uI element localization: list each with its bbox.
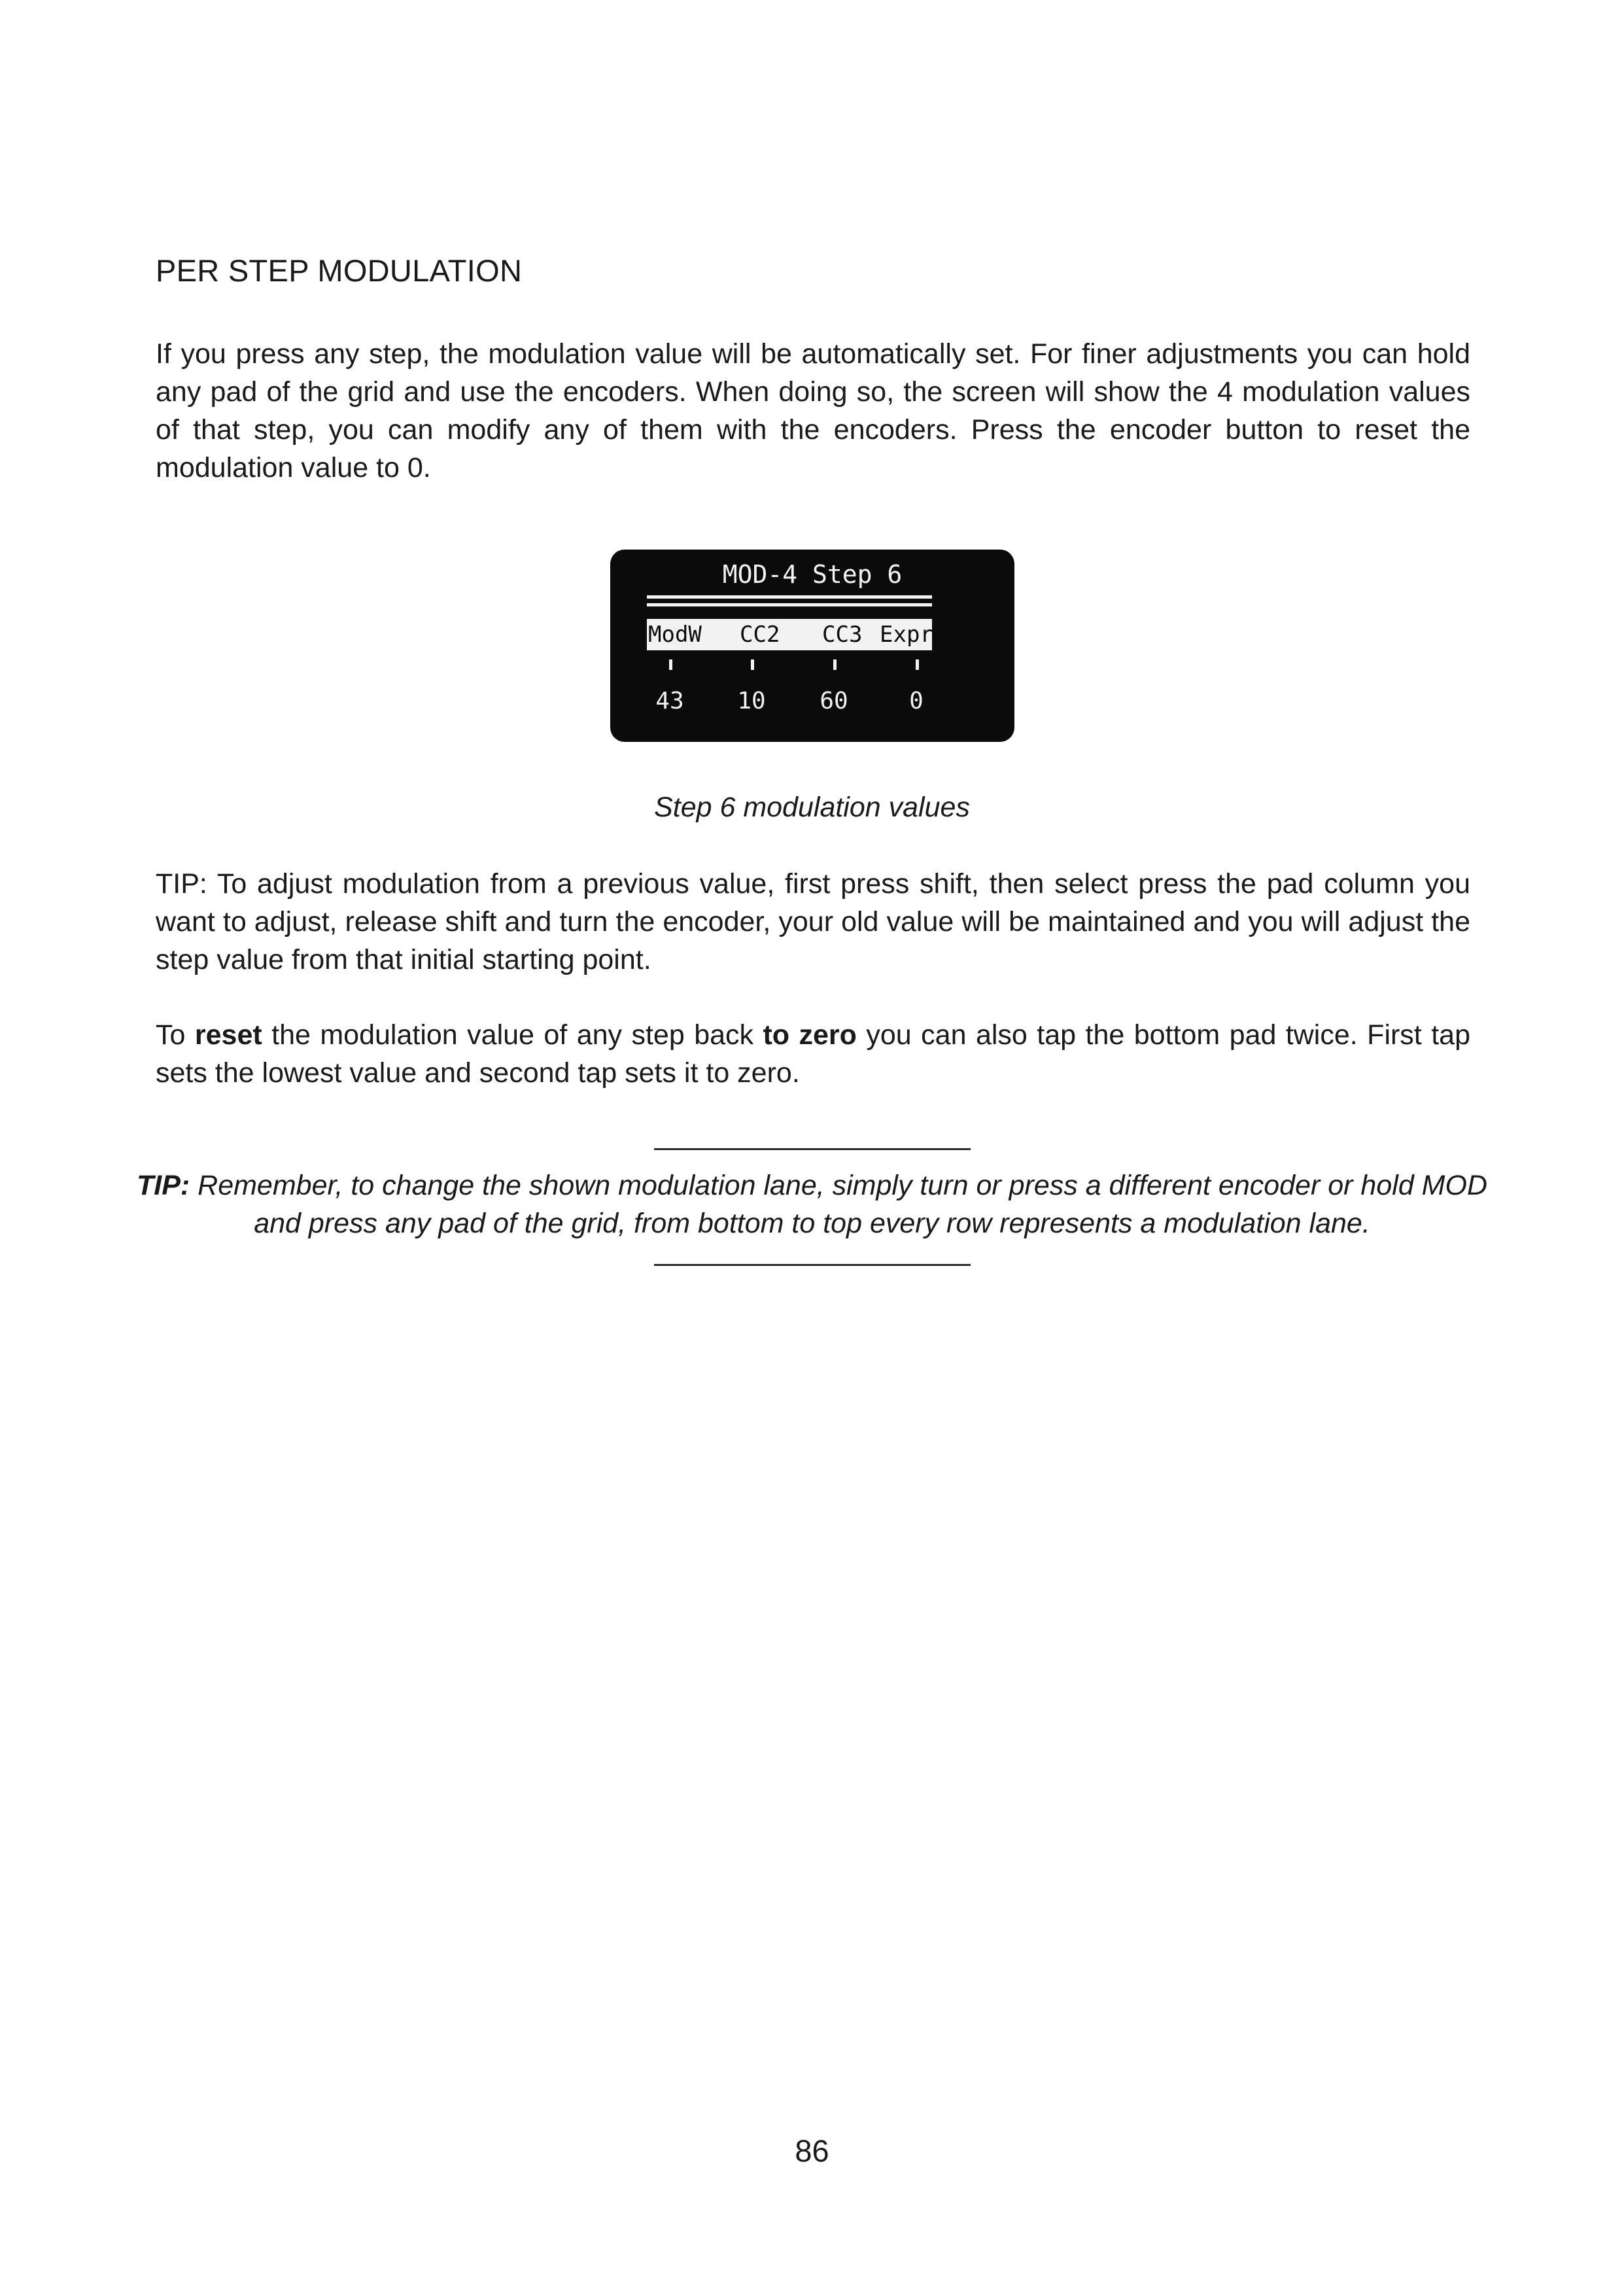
reset-text: To (156, 1019, 195, 1051)
tip-label: TIP: (136, 1170, 190, 1201)
screen-title: MOD-4 Step 6 (722, 560, 903, 589)
screen-column-header-bar (647, 619, 932, 650)
value-expr: 0 (909, 688, 924, 714)
column-tick (916, 659, 919, 670)
value-modw: 43 (655, 688, 684, 714)
column-tick (751, 659, 754, 670)
tip-text: Remember, to change the shown modulation lane, simply turn or press a different encoder or hold MOD and press any pad of the grid, from bottom to top every row represents a modulation lane. (190, 1170, 1487, 1239)
column-label-expr: Expr (880, 622, 933, 648)
value-cc2: 10 (737, 688, 766, 714)
reset-bold-text: reset (194, 1019, 262, 1051)
column-label-cc2: CC2 (740, 622, 780, 648)
column-tick (669, 659, 672, 670)
tip-callout (131, 1166, 1493, 1242)
reset-text: the modulation value of any step back (262, 1019, 763, 1051)
screen-title-underline (647, 603, 932, 606)
tip-divider-top (654, 1148, 971, 1150)
value-cc3: 60 (820, 688, 848, 714)
column-label-modw: ModW (648, 622, 702, 648)
to-zero-bold-text: to zero (763, 1019, 857, 1051)
page-number: 86 (795, 2133, 829, 2168)
intro-paragraph: If you press any step, the modulation value will be automatically set. For finer adjustments you can hold any pad of the grid and use the encoders. When doing so, the screen will show the 4 modulation values of that step, you can modify any of them with the encoders. Press the encoder button to reset the modulation value to 0. (156, 338, 1470, 483)
reset-text: you can also tap the bottom pad twice. First tap sets the lowest value and second tap sets it to zero. (156, 1019, 1470, 1089)
tip-paragraph: TIP: To adjust modulation from a previous value, first press shift, then select press the pad column you want to adjust, release shift and turn the encoder, your old value will be maintained and you will adjust the step value from that initial starting point. (156, 868, 1470, 975)
screen-title-underline (647, 595, 932, 599)
figure-caption: Step 6 modulation values (654, 792, 970, 823)
reset-paragraph (156, 1016, 1470, 1092)
tip-divider-bottom (654, 1264, 971, 1266)
section-heading: PER STEP MODULATION (156, 253, 523, 288)
column-tick (833, 659, 837, 670)
oled-screen-illustration (610, 550, 1014, 742)
column-label-cc3: CC3 (822, 622, 863, 648)
